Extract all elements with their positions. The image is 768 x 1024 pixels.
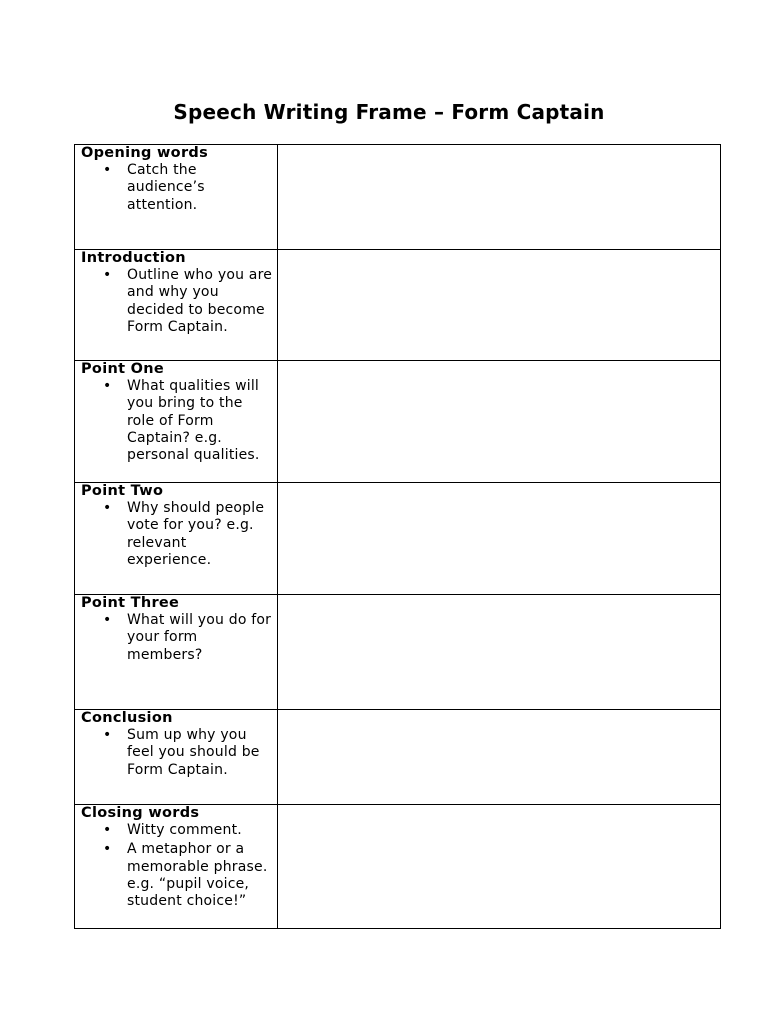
bullet-list: [81, 500, 273, 569]
bullet-icon: •: [103, 500, 112, 516]
table-row: [75, 595, 721, 710]
bullet-text: A metaphor or a memorable phrase. e.g. “pupil voice, student choice!”: [127, 841, 268, 910]
speech-frame-table: [74, 144, 721, 929]
table-row: [75, 805, 721, 929]
row-label-cell: [75, 805, 278, 929]
bullet-text: Outline who you are and why you decided to become Form Captain.: [127, 267, 273, 335]
bullet-text: Why should people vote for you? e.g. relevant experience.: [127, 500, 265, 568]
writing-area[interactable]: [278, 805, 721, 929]
list-item: [81, 162, 217, 214]
row-heading: Point Three: [81, 595, 180, 611]
bullet-text: What will you do for your form members?: [127, 612, 272, 663]
bullet-list: [81, 267, 273, 336]
bullet-icon: •: [103, 267, 112, 283]
row-label-cell: [75, 361, 278, 483]
row-heading: Closing words: [81, 805, 200, 821]
row-heading: Conclusion: [81, 710, 173, 726]
writing-area[interactable]: [278, 710, 721, 805]
table-row: [75, 145, 721, 250]
bullet-text: Catch the audience’s attention.: [127, 162, 205, 213]
writing-area[interactable]: [278, 145, 721, 250]
bullet-list: [81, 822, 273, 910]
writing-area[interactable]: [278, 250, 721, 361]
row-heading: Opening words: [81, 145, 209, 161]
bullet-text: Witty comment.: [127, 822, 242, 838]
list-item: [81, 841, 273, 910]
row-heading: Point Two: [81, 483, 164, 499]
bullet-text: Sum up why you feel you should be Form Captain.: [127, 727, 260, 778]
list-item: [81, 378, 273, 464]
bullet-icon: •: [103, 162, 112, 178]
bullet-icon: •: [103, 378, 112, 394]
bullet-icon: •: [103, 822, 112, 838]
bullet-list: [81, 162, 273, 214]
page-title: Speech Writing Frame – Form Captain: [173, 100, 605, 124]
table-row: [75, 361, 721, 483]
list-item: [81, 500, 273, 569]
bullet-text: What qualities will you bring to the role of Form Captain? e.g. personal qualities.: [127, 378, 260, 464]
table-row: [75, 710, 721, 805]
bullet-icon: •: [103, 727, 112, 743]
bullet-list: [81, 727, 273, 779]
row-heading: Point One: [81, 361, 165, 377]
row-label-cell: [75, 483, 278, 595]
row-label-cell: [75, 250, 278, 361]
writing-area[interactable]: [278, 483, 721, 595]
list-item: [81, 822, 273, 839]
bullet-list: [81, 612, 273, 664]
row-label-cell: [75, 595, 278, 710]
list-item: [81, 612, 273, 664]
table-row: [75, 250, 721, 361]
table-row: [75, 483, 721, 595]
row-heading: Introduction: [81, 250, 186, 266]
list-item: [81, 267, 273, 336]
list-item: [81, 727, 273, 779]
bullet-list: [81, 378, 273, 464]
writing-area[interactable]: [278, 595, 721, 710]
bullet-icon: •: [103, 612, 112, 628]
writing-area[interactable]: [278, 361, 721, 483]
bullet-icon: •: [103, 841, 112, 858]
row-label-cell: [75, 145, 278, 250]
row-label-cell: [75, 710, 278, 805]
